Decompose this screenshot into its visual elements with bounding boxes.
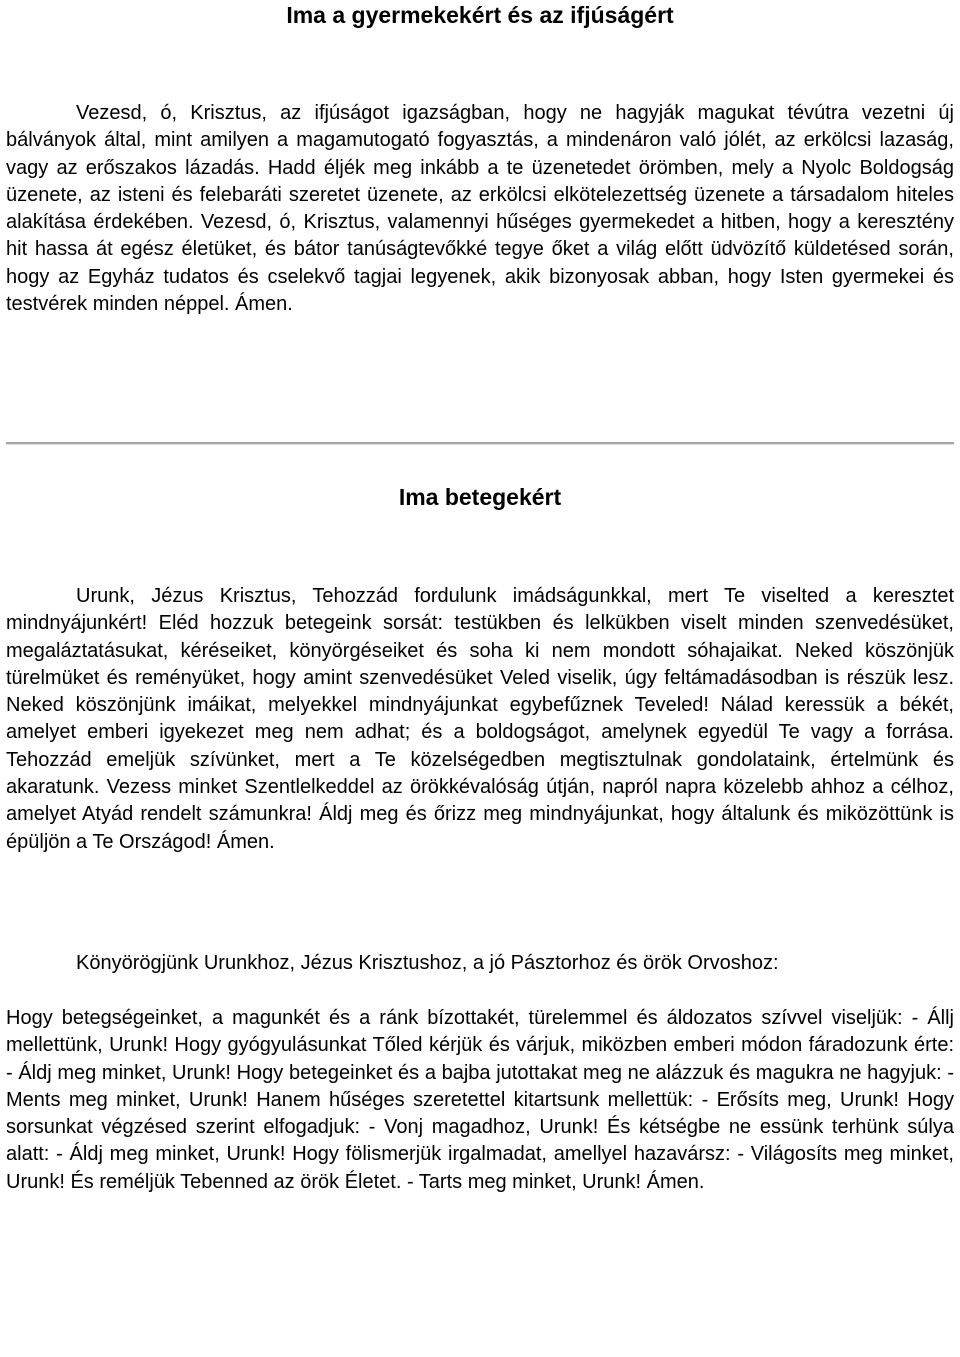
youth-prayer-paragraph (6, 100, 954, 318)
youth-prayer-text: Vezesd, ó, Krisztus, az ifjúságot igazságban, hogy ne hagyják magukat tévútra vezetni új bálványok által, mint amilyen a magamutogató fogyasztás, a mindenáron való jólét, az erkölcsi lazaság, vagy az erőszakos lázadás. Hadd éljék meg inkább a te üzenetedet örömben, mely a Nyolc Boldogság üzenete, az isteni és felebaráti szeretet üzenete, az erkölcsi elkötelezettség üzenete a társadalom hiteles alakítása érdekében. Vezesd, ó, Krisztus, valamennyi hűséges gyermekedet a hitben, hogy a keresztény hit hassa át egész életüket, és bátor tanúságtevőkké tegye őket a világ előtt üdvözítő küldetésed során, hogy az Egyház tudatos és cselekvő tagjai legyenek, akik bizonyosak abban, hogy Isten gyermekei és testvérek minden néppel. Ámen. (6, 102, 954, 316)
section-title-youth-prayer: Ima a gyermekekért és az ifjúságért (286, 2, 674, 28)
invocation-paragraph (6, 950, 954, 977)
section-title-sick-prayer: Ima betegekért (398, 484, 562, 510)
invocation-text: Könyörögjünk Urunkhoz, Jézus Krisztushoz, a jó Pásztorhoz és örök Orvoshoz: (76, 952, 779, 974)
sick-prayer-text: Urunk, Jézus Krisztus, Tehozzád fordulunk imádságunkkal, mert Te viselted a keresztet mindnyájunkért! Eléd hozzuk betegeink sorsát: testükben és lelkükben viselt minden szenvedésüket, megaláztatásukat, kéréseiket, könyörgéseiket és soha ki nem mondott sóhajaikat. Neked köszönjük türelmüket és reményüket, hogy amint szenvedésüket Veled viselik, úgy feltámadásodban is részük lesz. Neked köszönjünk imáikat, melyekkel mindnyájunkat egybefűznek Teveled! Nálad keressük a békét, amelyet emberi igyekezet meg nem adhat; és a boldogságot, amelynek egyedül Te vagy a forrása. Tehozzád emeljük szívünket, mert a Te közelségedben megtisztulnak gondolataink, értelmünk és akaratunk. Vezess minket Szentlelkeddel az örökkévalóság útján, napról napra közelebb ahhoz a célhoz, amelyet Atyád rendelt számunkra! Áldj meg és őrizz meg mindnyájunkat, hogy általunk és miközöttünk is épüljön a Te Országod! Ámen. (6, 585, 954, 853)
litany-paragraph: Hogy betegségeinket, a magunkét és a ránk bízottakét, türelemmel és áldozatos szívvel viseljük: - Állj mellettünk, Urunk! Hogy gyógyulásunkat Tőled kérjük és várjuk, miközben emberi módon fáradozunk érte: - Áldj meg minket, Urunk! Hogy betegeinket és a bajba jutottakat meg ne alázzuk és magukra ne hagyjuk: - Ments meg minket, Urunk! Hanem hűséges szeretettel kitartsunk mellettük: - Erősíts meg, Urunk! Hogy sorsunkat végzésed szerint elfogadjuk: - Vonj magadhoz, Urunk! És kétségbe ne essünk terhünk súlya alatt: - Áldj meg minket, Urunk! Hogy fölismerjük irgalmadat, amellyel hazavársz: - Világosíts meg minket, Urunk! És reméljük Tebenned az örök Életet. - Tarts meg minket, Urunk! Ámen. (6, 1007, 954, 1193)
section-divider (6, 442, 954, 445)
sick-prayer-paragraph (6, 583, 954, 856)
